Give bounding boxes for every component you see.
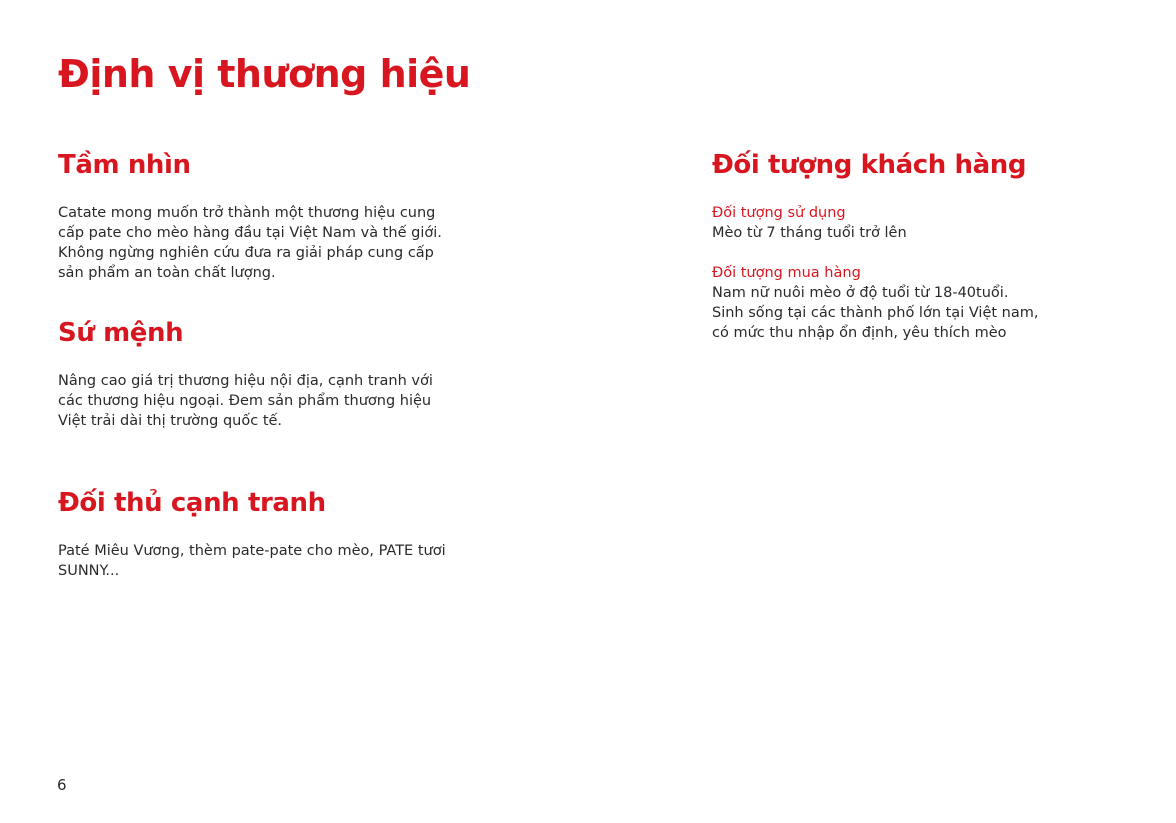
users-group (712, 203, 1042, 243)
buyers-group (712, 263, 1042, 343)
competitors-heading: Đối thủ cạnh tranh (58, 488, 326, 518)
competitors-section (58, 488, 448, 581)
vision-heading: Tầm nhìn (58, 150, 191, 180)
page-number: 6 (57, 776, 67, 794)
users-label: Đối tượng sử dụng (712, 205, 846, 221)
mission-text: Nâng cao giá trị thương hiệu nội địa, cạnh tranh với các thương hiệu ngoại. Đem sản phẩm thương hiệu Việt trải dài thị trường quốc tế. (58, 373, 433, 429)
competitors-text: Paté Miêu Vương, thèm pate-pate cho mèo, PATE tươi SUNNY... (58, 543, 446, 579)
customers-heading: Đối tượng khách hàng (712, 150, 1027, 180)
buyers-text: Nam nữ nuôi mèo ở độ tuổi từ 18-40tuổi. Sinh sống tại các thành phố lớn tại Việt nam, có mức thu nhập ổn định, yêu thích mèo (712, 285, 1039, 341)
buyers-label: Đối tượng mua hàng (712, 265, 861, 281)
users-text: Mèo từ 7 tháng tuổi trở lên (712, 225, 907, 241)
vision-section (58, 150, 448, 283)
mission-heading: Sứ mệnh (58, 318, 184, 348)
mission-section (58, 318, 448, 431)
vision-text: Catate mong muốn trở thành một thương hiệu cung cấp pate cho mèo hàng đầu tại Việt Nam và thế giới. Không ngừng nghiên cứu đưa ra giải pháp cung cấp sản phẩm an toàn chất lượng. (58, 205, 442, 281)
customers-section (712, 150, 1042, 343)
page-title: Định vị thương hiệu (58, 52, 471, 96)
